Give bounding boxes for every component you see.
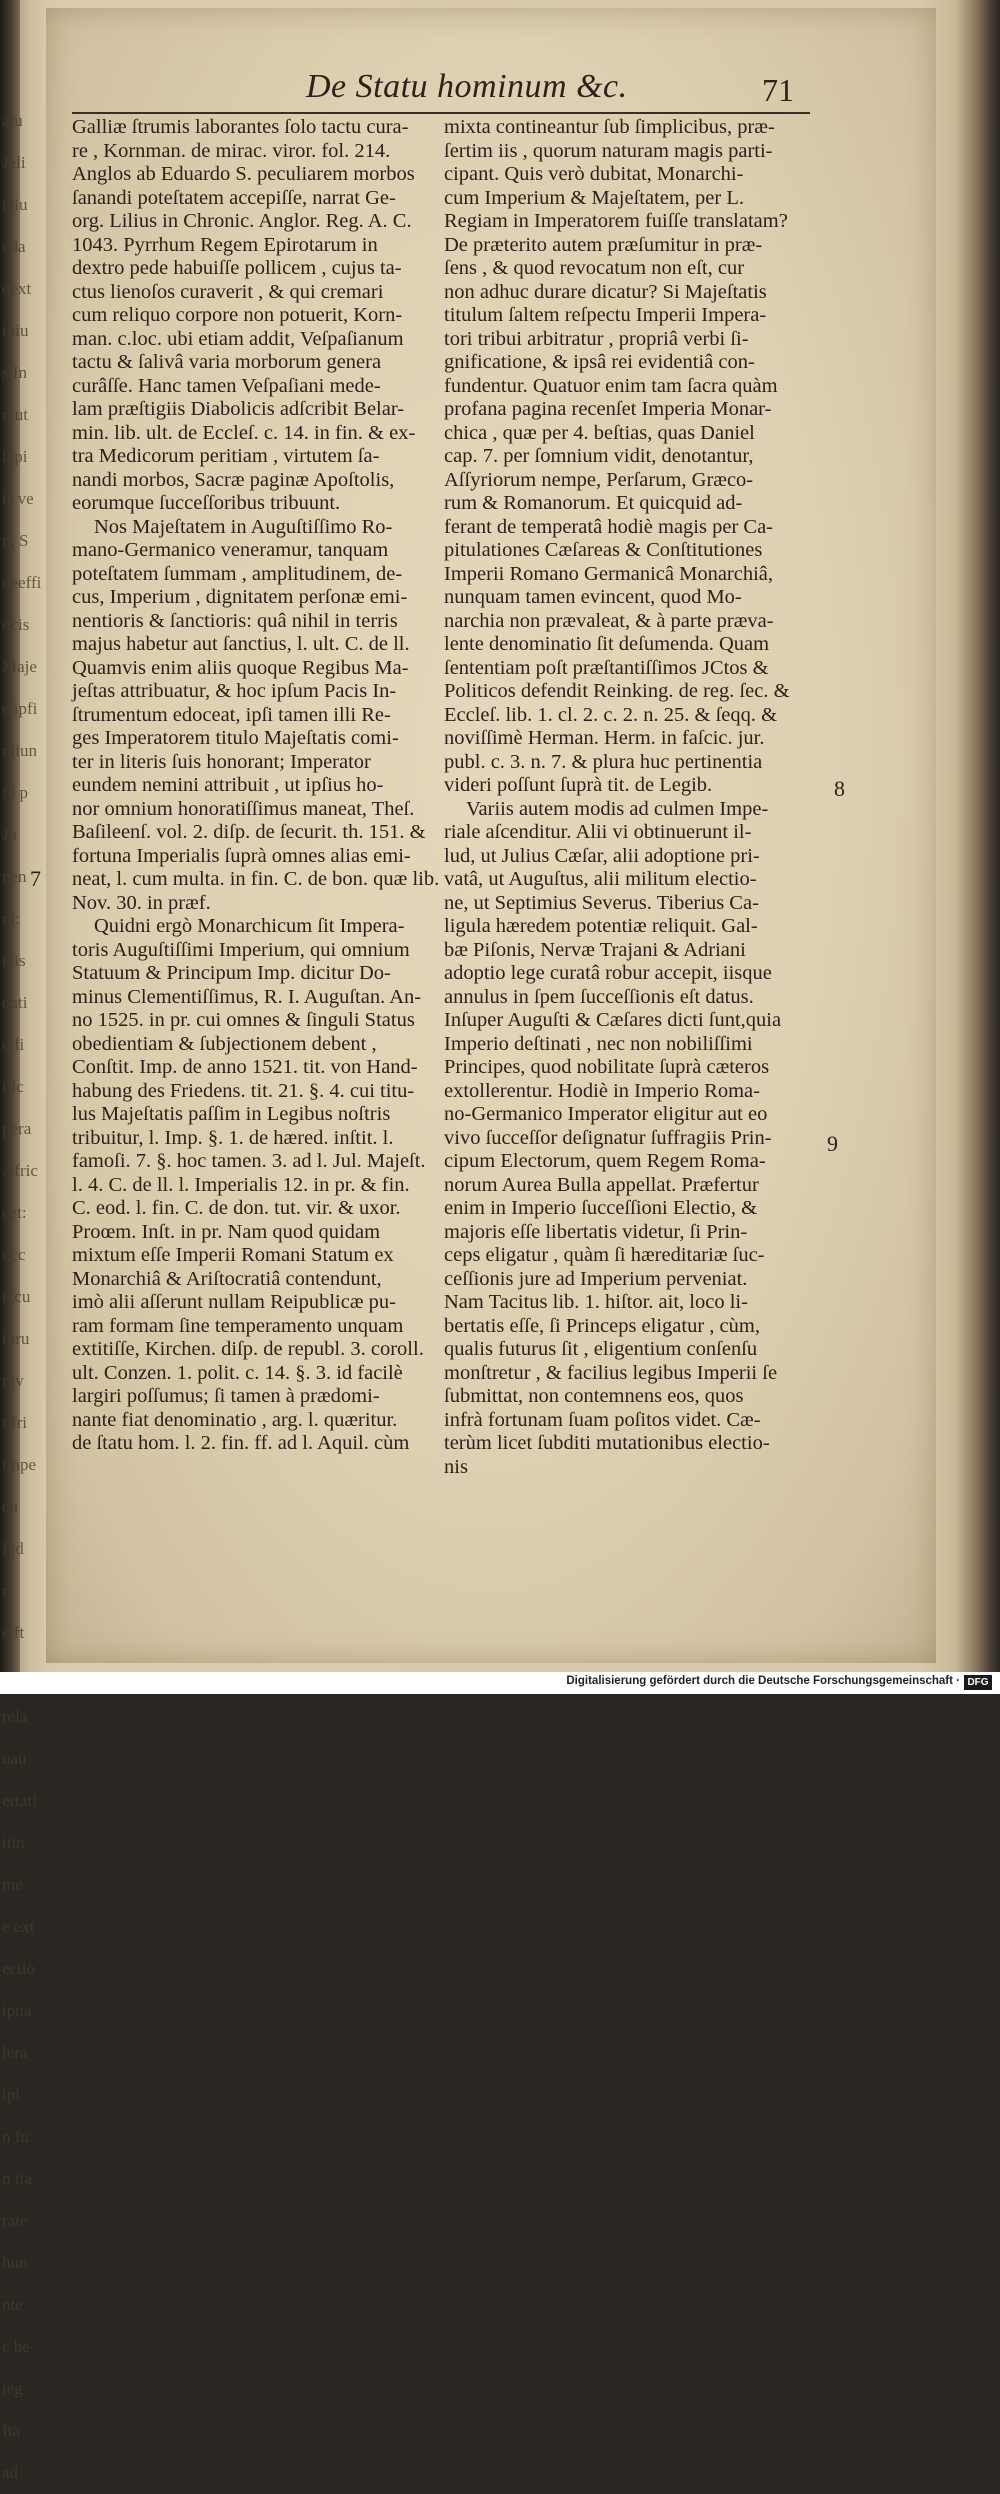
text-line: lud, ut Julius Cæſar, alii adoptione pri- (444, 844, 760, 867)
text-line: tori tribui arbitratur , propriâ verbi ſi- (444, 327, 749, 350)
text-line: bertatis eſſe, ſi Princeps eligatur , cùm, (444, 1314, 760, 1337)
text-line: vatâ, ut Auguſtus, alii militum electio- (444, 868, 757, 890)
edge-fragment: nen (2, 867, 27, 886)
text-line: fortuna Imperialis ſuprà omnes alias emi- (72, 844, 411, 867)
text-line: Aſſyriorum nempe, Perſarum, Græco- (444, 468, 754, 491)
text-line: gnificatione, & ipsâ rei evidentiâ con- (444, 351, 755, 373)
text-line: tribuitur, l. Imp. §. 1. de hæred. inſtit. l. (72, 1126, 394, 1149)
text-line: poteſtatem ſummam , amplitudinem, de- (72, 562, 403, 585)
text-line: ter in literis ſuis honorant; Imperator (72, 750, 371, 773)
text-line: largiri poſſumus; ſi tamen à prædomi- (72, 1385, 380, 1407)
text-line: tra Medicorum peritiam , virtutem ſa- (72, 445, 380, 467)
edge-fragment: e he (2, 2337, 30, 2356)
text-line: Nos Majeſtatem in Auguſtiſſimo Ro- (94, 515, 393, 538)
text-line: ligula hæredem potentiæ reliquit. Gal- (444, 915, 758, 937)
edge-fragment: Afric (2, 1161, 38, 1180)
text-line: no-Germanico Imperator eligitur aut eo (444, 1103, 768, 1125)
text-line: habung des Friedens. tit. 21. §. 4. cui titu- (72, 1079, 415, 1102)
text-line: adoptio lege curatâ robur accepit, iisque (444, 962, 772, 984)
text-line: l. 4. C. de ll. l. Imperialis 12. in pr. & fin. (72, 1173, 410, 1196)
edge-fragment: n ita (2, 2169, 32, 2188)
dfg-logo: DFG (964, 1675, 992, 1690)
edge-fragment: is ve (2, 489, 34, 508)
text-line: 1043. Pyrrhum Regem Epirotarum in (72, 233, 378, 256)
text-line: cum reliquo corpore non potuerit, Korn- (72, 304, 403, 326)
edge-fragment: rate (2, 2211, 28, 2230)
text-line: man. c.loc. ubi etiam addit, Veſpaſianum (72, 327, 404, 350)
edge-fragment: ntiun (2, 741, 37, 760)
text-line: extollerentur. Hodiè in Imperio Roma- (444, 1079, 760, 1102)
text-line: Imperio deſtinati , nec non nobiliſſimi (444, 1032, 753, 1055)
running-head: De Statu hominum &c. (306, 68, 628, 105)
text-line: nentioris & ſanctioris: quâ nihil in terris (72, 609, 398, 632)
edge-fragment: n ut (2, 405, 28, 424)
text-line: eundem nemini attribuit , ut ipſius ho- (72, 774, 384, 796)
text-line: noviſſimè Herman. Herm. in faſcic. jur. (444, 727, 765, 749)
edge-fragment: e ft (2, 1623, 25, 1642)
text-line: narchia non prævaleat, & à parte præva- (444, 609, 774, 632)
edge-fragment: ieiu (2, 195, 28, 214)
text-line: annulus in ſpem ſucceſſionis eſt datus. (444, 985, 754, 1008)
edge-fragment: Ita (2, 2421, 20, 2440)
text-line: norum Aurea Bulla appellat. Præfertur (444, 1173, 759, 1196)
margin-note-7: 7 (30, 866, 41, 891)
margin-note-8: 8 (834, 776, 845, 801)
edge-fragment: impe (2, 1455, 36, 1474)
text-line: fundentur. Quatuor enim tam ſacra quàm (444, 374, 778, 397)
edge-fragment: n fu (2, 2127, 29, 2146)
edge-fragment: nte (2, 2295, 23, 2314)
text-line: Nam Tacitus lib. 1. hiſtor. ait, loco li- (444, 1291, 748, 1313)
edge-fragment: fed (2, 1539, 24, 1558)
edge-fragment: e ext (2, 1917, 35, 1936)
text-line: Proœm. Inſt. in pr. Nam quod quidam (72, 1220, 381, 1243)
text-line: extitiſſe, Kirchen. diſp. de republ. 3. coroll. (72, 1338, 424, 1360)
text-line: Imperii Romano Germanicâ Monarchiâ, (444, 562, 774, 585)
text-line: jeſtas attribuatur, & hoc ipſum Pacis In- (72, 680, 397, 702)
text-line: Quamvis enim aliis quoque Regibus Ma- (72, 656, 409, 679)
text-line: org. Lilius in Chronic. Anglor. Reg. A. C. (72, 210, 412, 232)
edge-fragment: ipua (2, 2001, 32, 2020)
edge-fragment: ertati (2, 1791, 37, 1810)
text-line: majoris eſſe libertatis videtur, ſi Prin- (444, 1220, 748, 1243)
text-line: imò alii aſſerunt nullam Reipublicæ pu- (72, 1291, 396, 1313)
text-line: majus habetur aut ſanctius, l. ult. C. de ll. (72, 633, 410, 655)
edge-fragment: me (2, 1875, 23, 1894)
text-line: titulum ſaltem reſpectu Imperii Impera- (444, 304, 767, 326)
text-line: toris Auguſtiſſimi Imperium, qui omnium (72, 938, 410, 961)
text-line: cipant. Quis verò dubitat, Monarchi- (444, 163, 744, 185)
text-line: nandi morbos, Sacræ paginæ Apoſtolis, (72, 468, 395, 491)
text-line: Quidni ergò Monarchicum ſit Impera- (94, 915, 405, 937)
text-line: C. eod. l. fin. C. de don. tut. vir. & uxor. (72, 1197, 401, 1219)
text-line: min. lib. ult. de Eccleſ. c. 14. in fin. & ex- (72, 421, 416, 444)
text-line: non adhuc durare dicatur? Si Majeſtatis (444, 280, 767, 303)
text-line: publ. c. 3. n. 7. & plura huc pertinentia (444, 750, 763, 773)
text-line: dextro pede habuiſſe pollicem , cujus ta- (72, 257, 402, 279)
edge-fragment: hun (2, 2253, 28, 2272)
text-line: neat, l. cum multa. in fin. C. de bon. quæ lib. (72, 868, 440, 890)
text-line: cap. 7. per ſomnium vidit, denotantur, (444, 445, 754, 467)
text-line: ult. Conzen. 1. polit. c. 14. §. 3. id facilè (72, 1361, 403, 1384)
left-column (72, 116, 440, 1456)
text-line: terùm licet ſubditi mutationibus electio- (444, 1432, 770, 1454)
text-line: ne, ut Septimius Severus. Tiberius Ca- (444, 891, 759, 914)
edge-fragment: n, S (2, 531, 29, 550)
edge-fragment: ucc (2, 1245, 26, 1264)
edge-fragment: ad (2, 2463, 19, 2482)
text-line: tactu & ſalivâ varia morborum genera (72, 351, 382, 373)
text-line: nis (444, 1455, 468, 1478)
text-line: chica , quæ per 4. beſtias, quas Daniel (444, 421, 755, 444)
text-line: riale aſcenditur. Alii vi obtinuerunt il- (444, 821, 752, 843)
edge-fragment: r (2, 1581, 8, 1600)
text-line: famoſi. 7. §. hoc tamen. 3. ad l. Jul. Majeſt. (72, 1150, 426, 1172)
text-line: mixtum eſſe Imperii Romani Statum ex (72, 1244, 394, 1266)
text-line: vivo ſucceſſor deſignatur ſuffragiis Prin- (444, 1126, 772, 1149)
text-line: nor omnium honoratiſſimus maneat, Theſ. (72, 797, 415, 820)
text-line: enim in Imperio ſucceſſioni Electio, & (444, 1197, 758, 1219)
edge-fragment: e ipfi (2, 699, 38, 718)
adjacent-page-edge-text (2, 100, 42, 2494)
edge-fragment: ectio (2, 1959, 36, 1978)
text-line: ferant de temperatâ hodiè magis per Ca- (444, 515, 773, 538)
text-line: ſanandi poteſtatem accepiſſe, narrat Ge- (72, 186, 396, 209)
edge-fragment: eda (2, 237, 26, 256)
edge-fragment: ilic (2, 1077, 24, 1096)
text-line: Anglos ab Eduardo S. peculiarem morbos (72, 163, 415, 185)
edge-fragment: rela (2, 1707, 28, 1726)
text-line: eorumque ſucceſſoribus tribuunt. (72, 492, 341, 514)
edge-fragment: itin (2, 1833, 25, 1852)
text-line: pitulationes Cæſareas & Conſtitutiones (444, 539, 763, 561)
text-line: ges Imperatorem titulo Majeſtatis comi- (72, 727, 399, 749)
text-line: Eccleſ. lib. 1. cl. 2. c. 2. n. 25. & ſeqq. & (444, 703, 778, 726)
edge-fragment: nt: (2, 909, 20, 928)
text-line: monſtretur , & facilius legibus Imperii ſe (444, 1361, 778, 1384)
edge-fragment: tuiu (2, 321, 29, 340)
edge-fragment: deeffi (2, 573, 42, 592)
edge-fragment: iccu (2, 1287, 31, 1306)
edge-fragment: uau (2, 1749, 27, 1768)
text-line: Conſtit. Imp. de anno 1521. tit. von Hand- (72, 1056, 418, 1078)
text-line: cum Imperium & Majeſtatem, per L. (444, 186, 745, 209)
text-line: mano-Germanico veneramur, tanquam (72, 539, 389, 561)
text-line: cipum Electorum, quem Regem Roma- (444, 1150, 766, 1172)
edge-fragment: lera (2, 2043, 28, 2062)
text-line: ſubmittat, non contemnens eos, quos (444, 1385, 744, 1407)
text-line: Baſileenſ. vol. 2. diſp. de ſecurit. th. 151. & (72, 821, 426, 843)
text-line: lente denominatio ſit deſumenda. Quam (444, 633, 770, 655)
text-line: re , Kornman. de mirac. viror. fol. 214. (72, 139, 391, 162)
text-line: Galliæ ſtrumis laborantes ſolo tactu cura- (72, 116, 409, 138)
text-line: Monarchiâ & Ariſtocratiâ contendunt, (72, 1267, 382, 1290)
edge-fragment: fe p (2, 783, 28, 802)
text-line: lus Majeſtatis paſſim in Legibus noſtris (72, 1103, 391, 1125)
text-line: nante fiat denominatio , arg. l. quæritur. (72, 1408, 398, 1431)
text-line: ſtrumentum edoceat, ipſi tamen illi Re- (72, 703, 391, 726)
text-line: ram formam ſine temperamento unquam (72, 1314, 404, 1337)
edge-fragment: Maje (2, 657, 37, 676)
text-line: ceſſionis jure ad Imperium perveniat. (444, 1267, 748, 1290)
text-line: rum & Romanorum. Et quicquid ad- (444, 492, 743, 514)
edge-fragment: pera (2, 1119, 32, 1138)
right-column (444, 116, 812, 1479)
edge-fragment: Ju (2, 825, 18, 844)
edge-fragment: lapi (2, 447, 28, 466)
text-line: nunquam tamen evincent, quod Mo- (444, 586, 742, 608)
text-line: minus Clementiſſimus, R. I. Auguſtan. An- (72, 985, 422, 1008)
edge-fragment: Jeli (2, 153, 26, 172)
edge-fragment: rav (2, 1371, 24, 1390)
header-rule (72, 112, 810, 114)
text-line: no 1525. in pr. cui omnes & ſinguli Status (72, 1009, 415, 1031)
edge-fragment: atu (2, 111, 23, 130)
edge-fragment: ocis (2, 615, 30, 634)
margin-note-9: 9 (827, 1131, 838, 1156)
text-line: Politicos defendit Reinking. de reg. ſec. & (444, 680, 790, 702)
text-line: bæ Piſonis, Nervæ Trajani & Adriani (444, 938, 746, 961)
text-line: Nov. 30. in præf. (72, 891, 211, 914)
text-line: De præterito autem præſumitur in præ- (444, 233, 763, 256)
text-line: ſertim iis , quorum naturam magis parti- (444, 139, 773, 162)
text-line: videri poſſunt ſuprà tit. de Legib. (444, 774, 713, 796)
edge-fragment: o li (2, 1035, 25, 1054)
text-line: qualis futurus ſit , eligentium conſenſu (444, 1338, 758, 1360)
text-line: profana pagina recenſet Imperia Monar- (444, 398, 772, 420)
text-line: Principes, quod nobilitate ſuprà cæteros (444, 1056, 770, 1078)
text-line: Regiam in Imperatorem fuiſſe translatam? (444, 210, 788, 232)
digitization-credit: Digitalisierung gefördert durch die Deutsche Forschungsgemeinschaft · (566, 1675, 960, 1687)
edge-fragment: ipi (2, 2085, 20, 2104)
edge-fragment: ioru (2, 1329, 30, 1348)
text-line: ceps eligatur , quàm ſi hæreditariæ ſuc- (444, 1244, 765, 1266)
text-line: Variis autem modis ad culmen Impe- (466, 797, 769, 820)
text-line: Inſuper Auguſti & Cæſares dicti ſunt,quia (444, 1009, 782, 1031)
text-line: ſens , & quod revocatum non eſt, cur (444, 257, 745, 279)
text-line: lam præſtigiis Diabolicis adſcribit Belar- (72, 398, 405, 420)
text-line: obedientiam & ſubjectionem debent , (72, 1032, 377, 1055)
edge-fragment: icis (2, 951, 26, 970)
text-line: infrà fortunam ſuam poſitos videt. Cæ- (444, 1408, 761, 1431)
edge-fragment: t fri (2, 1413, 28, 1432)
text-line: ſententiam poſt præſtantiſſimos JCtos & (444, 656, 769, 679)
text-line: Statuum & Principum Imp. dicitur Do- (72, 962, 391, 984)
edge-fragment: s In (2, 363, 28, 382)
page-number: 71 (762, 72, 794, 108)
text-line: cus, Imperium , dignitatem perſonæ emi- (72, 586, 408, 608)
text-line: ctus lienoſos curaverit , & qui cremari (72, 280, 384, 303)
edge-fragment: dext (2, 279, 32, 298)
edge-fragment: cet: (2, 1203, 27, 1222)
text-line: curâſſe. Hanc tamen Veſpaſiani mede- (72, 374, 381, 397)
text-line: de ſtatu hom. l. 2. fin. ff. ad l. Aquil. cùm (72, 1432, 410, 1454)
edge-fragment: cu (2, 1497, 19, 1516)
edge-fragment: ieg (2, 2379, 23, 2398)
text-line: mixta contineantur ſub ſimplicibus, præ- (444, 116, 775, 138)
edge-fragment: enti (2, 993, 28, 1012)
